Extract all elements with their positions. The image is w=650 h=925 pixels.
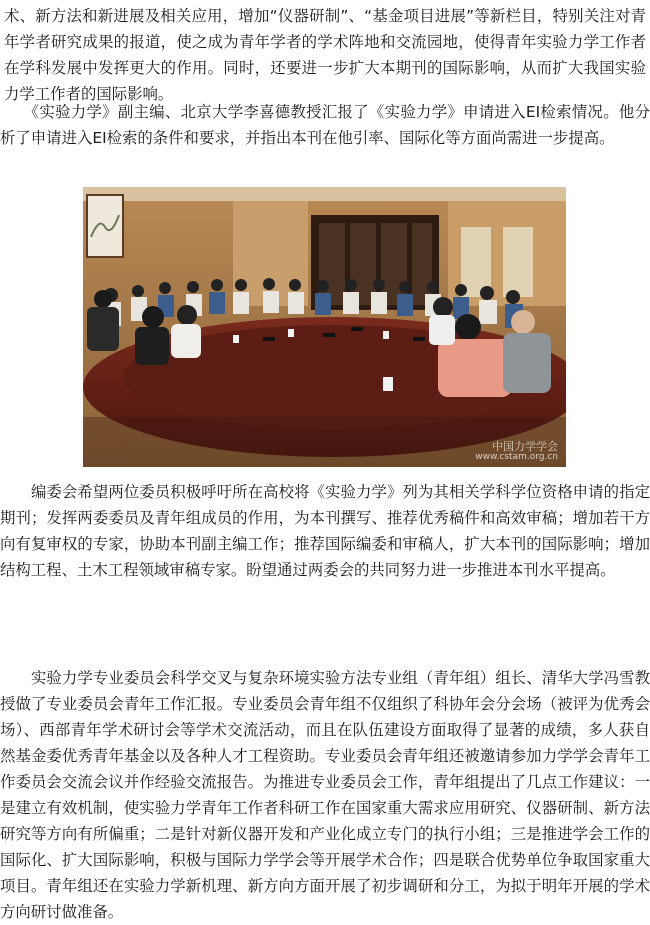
paragraph-1: 术、新方法和新进展及相关应用，增加“仪器研制”、“基金项目进展”等新栏目，特别关注对青年学者研究成果的报道，使之成为青年学者的学术阵地和交流园地，使得青年实验力学工作者在学科发展中发挥更大的作用。同时，还要进一步扩大本期刊的国际影响，从而扩大我国实验力学工作者的国际影响。 (4, 7, 646, 103)
meeting-room-illustration (83, 187, 566, 467)
meeting-photo (83, 187, 566, 467)
paragraph-3: 编委会希望两位委员积极呼吁所在高校将《实验力学》列为其相关学科学位资格申请的指定期刊；发挥两委委员及青年组成员的作用，为本刊撰写、推荐优秀稿件和高效审稿；增加若干方向有复审权的专家，协助本刊副主编工作；推荐国际编委和审稿人，扩大本刊的国际影响；增加结构工程、土木工程领域审稿专家。盼望通过两委会的共同努力进一步推进本刊水平提高。 (0, 483, 650, 579)
photo-watermark: 中国力学学会 www.cstam.org.cn (475, 440, 558, 462)
paragraph-2: 《实验力学》副主编、北京大学李喜德教授汇报了《实验力学》申请进入EI检索情况。他分析了申请进入EI检索的条件和要求，并指出本刊在他引率、国际化等方面尚需进一步提高。 (0, 103, 650, 147)
paragraph-4: 实验力学专业委员会科学交叉与复杂环境实验方法专业组（青年组）组长、清华大学冯雪教授做了专业委员会青年工作汇报。专业委员会青年组不仅组织了科协年会分会场（被评为优秀会场）、西部青年学术研讨会等学术交流活动，而且在队伍建设方面取得了显著的成绩，多人获自然基金委优秀青年基金以及各种人才工程资助。专业委员会青年组还被邀请参加力学学会青年工作委员会交流会议并作经验交流报告。为推进专业委员会工作，青年组提出了几点工作建议：一是建立有效机制，使实验力学青年工作者科研工作在国家重大需求应用研究、仪器研制、新方法研究等方向有所偏重；二是针对新仪器开发和产业化成立专门的执行小组；三是推进学会工作的国际化、扩大国际影响，积极与国际力学学会等开展学术合作；四是联合优势单位争取国家重大项目。青年组还在实验力学新机理、新方向方面开展了初步调研和分工，为拟于明年开展的学术方向研讨做准备。 (0, 669, 650, 921)
